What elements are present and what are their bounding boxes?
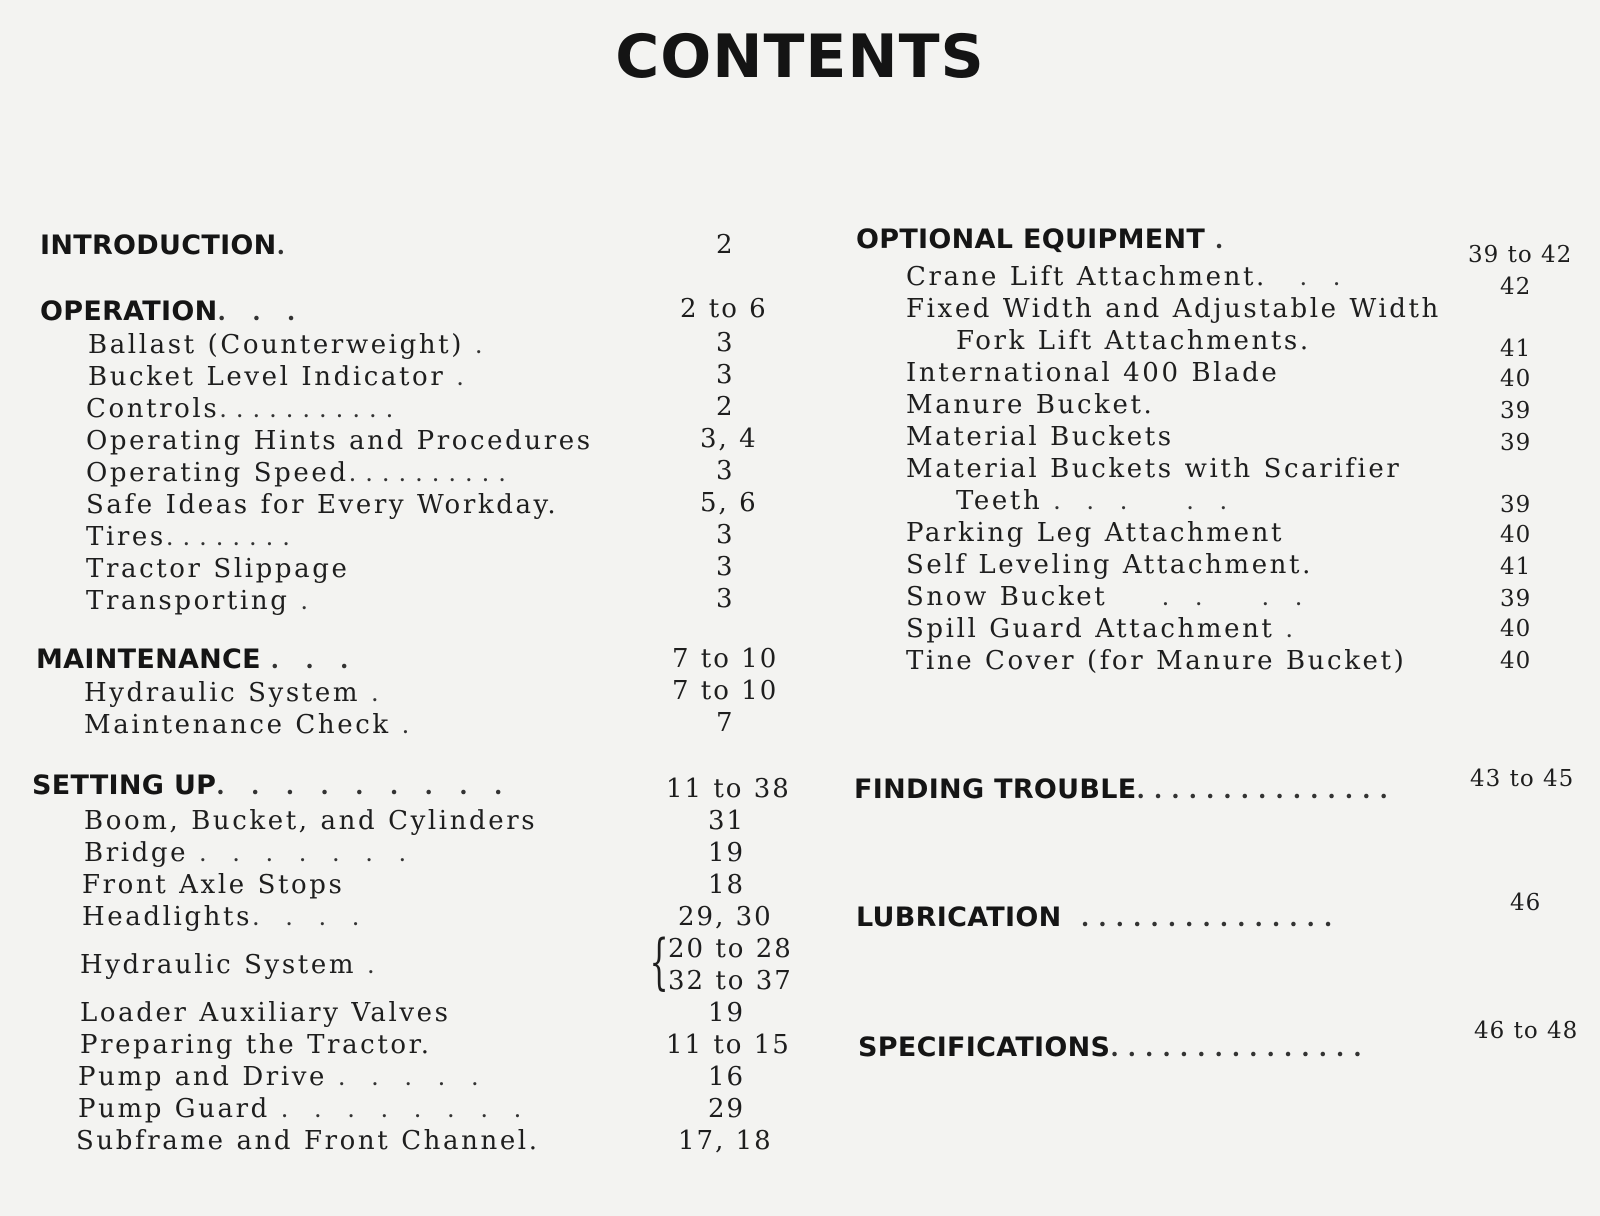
- leader-dots: .: [401, 711, 419, 739]
- page-number: 3: [716, 552, 735, 582]
- page-number: 40: [1500, 522, 1532, 548]
- entry-label: Front Axle Stops: [82, 870, 345, 900]
- entry-label: Fixed Width and Adjustable Width: [906, 294, 1441, 324]
- page-number: 3: [716, 584, 735, 614]
- page-number: 17, 18: [678, 1126, 773, 1156]
- page-number: 31: [708, 806, 746, 836]
- section-label: SPECIFICATIONS: [858, 1032, 1111, 1063]
- section-optional-equipment[interactable]: [856, 226, 1232, 253]
- entry-label: Self Leveling Attachment.: [906, 550, 1313, 580]
- leader-dots: . . . . . . . . .: [216, 771, 512, 800]
- leader-dots: . . .: [270, 645, 358, 674]
- entry-manure-bucket[interactable]: [906, 392, 1154, 418]
- page-number: 7: [716, 708, 735, 738]
- entry-material-buckets-scarifier[interactable]: [906, 456, 1401, 482]
- leader-dots: .: [1214, 225, 1233, 254]
- entry-self-leveling[interactable]: [906, 552, 1313, 578]
- entry-label: Headlights: [82, 902, 253, 932]
- leader-dots: . . . .: [252, 903, 369, 931]
- entry-label: Fork Lift Attachments.: [956, 326, 1311, 356]
- section-label: OPERATION: [40, 296, 218, 327]
- page-number: 19: [708, 998, 746, 1028]
- section-finding-trouble[interactable]: [854, 776, 1397, 803]
- section-label: LUBRICATION: [856, 902, 1062, 933]
- page-number: 42: [1500, 274, 1532, 300]
- page-number: 40: [1500, 616, 1532, 642]
- entry-label: Material Buckets with Scarifier: [906, 454, 1402, 484]
- leader-dots: . . . . .: [1053, 487, 1237, 515]
- leader-dots: .: [456, 363, 473, 391]
- entry-label: Boom, Bucket, and Cylinders: [84, 806, 538, 836]
- page-number: 3, 4: [700, 424, 758, 454]
- entry-label: Subframe and Front Channel.: [76, 1126, 540, 1156]
- leader-dots: .: [300, 587, 317, 615]
- leader-dots: . . . .: [1161, 583, 1312, 611]
- leader-dots: .: [276, 231, 294, 260]
- leader-dots: ...............: [1110, 1033, 1371, 1062]
- entry-label: Preparing the Tractor.: [80, 1030, 432, 1060]
- page-number: 39: [1500, 430, 1532, 456]
- leader-dots: .: [1285, 615, 1302, 643]
- entry-label: Bucket Level Indicator: [88, 362, 446, 392]
- entry-fixed-width-cont: [956, 328, 1311, 354]
- page-number: 41: [1500, 336, 1532, 362]
- page-number: 18: [708, 870, 746, 900]
- page-number: 39 to 42: [1468, 242, 1573, 268]
- leader-dots: ..........: [348, 459, 515, 487]
- page-number: 2: [716, 230, 735, 260]
- entry-label: Maintenance Check: [84, 710, 391, 740]
- page-number: 2 to 6: [680, 294, 768, 324]
- page-number: 46 to 48: [1474, 1018, 1579, 1044]
- section-label: INTRODUCTION: [40, 230, 277, 261]
- entry-snow-bucket[interactable]: [906, 584, 1311, 610]
- page-number: 40: [1500, 648, 1532, 674]
- entry-label: International 400 Blade: [906, 358, 1280, 388]
- page-title: CONTENTS: [615, 22, 985, 92]
- entry-label: Transporting: [86, 586, 290, 616]
- page-number: 39: [1500, 586, 1532, 612]
- entry-scarifier-cont: [956, 488, 1236, 514]
- entry-label: Teeth: [956, 486, 1043, 516]
- leader-dots: . . . . . . . .: [280, 1095, 531, 1123]
- entry-label: Hydraulic System: [80, 950, 357, 980]
- leader-dots: .: [474, 331, 492, 359]
- section-specifications[interactable]: [858, 1034, 1371, 1061]
- page-number: 3: [716, 520, 735, 550]
- section-label: MAINTENANCE: [36, 644, 261, 675]
- page-number: 11 to 38: [666, 774, 791, 804]
- section-label: FINDING TROUBLE: [854, 774, 1137, 805]
- entry-label: Snow Bucket: [906, 582, 1108, 612]
- page-number: 7 to 10: [672, 676, 779, 706]
- entry-label: Spill Guard Attachment: [906, 614, 1275, 644]
- leader-dots: . .: [1299, 263, 1350, 291]
- entry-label: Bridge: [84, 838, 189, 868]
- page-number: 7 to 10: [672, 644, 779, 674]
- page-number: 43 to 45: [1470, 766, 1575, 792]
- page-number: 2: [716, 392, 735, 422]
- entry-international-400-blade[interactable]: [906, 360, 1279, 386]
- entry-label: Tine Cover (for Manure Bucket): [906, 646, 1407, 676]
- entry-material-buckets[interactable]: [906, 424, 1174, 450]
- entry-label: Pump Guard: [78, 1094, 270, 1124]
- entry-tine-cover[interactable]: [906, 648, 1406, 674]
- entry-fixed-width[interactable]: [906, 296, 1441, 322]
- entry-label: Crane Lift Attachment.: [906, 262, 1267, 292]
- page-number: 39: [1500, 492, 1532, 518]
- leader-dots: ........: [165, 523, 299, 551]
- page-number: 29, 30: [678, 902, 773, 932]
- leader-dots: . . . . .: [337, 1063, 488, 1091]
- entry-label: Controls: [86, 394, 220, 424]
- entry-label: Manure Bucket.: [906, 390, 1155, 420]
- entry-label: Material Buckets: [906, 422, 1174, 452]
- page-number: 46: [1510, 890, 1542, 916]
- page-number: 3: [716, 456, 735, 486]
- page-number: 11 to 15: [666, 1030, 791, 1060]
- entry-label: Tractor Slippage: [86, 554, 350, 584]
- leader-dots: ...............: [1080, 903, 1342, 932]
- leader-dots: ...............: [1136, 775, 1397, 804]
- entry-spill-guard[interactable]: [906, 616, 1302, 642]
- entry-label: Ballast (Counterweight): [88, 330, 464, 360]
- page-number: 3: [716, 328, 735, 358]
- page-number: 3: [716, 360, 735, 390]
- page-number: 5, 6: [700, 488, 758, 518]
- entry-label: Tires: [86, 522, 166, 552]
- entry-crane-lift[interactable]: [906, 264, 1349, 290]
- section-label: OPTIONAL EQUIPMENT: [856, 224, 1206, 255]
- page-number: 20 to 28: [668, 934, 793, 964]
- leader-dots: . . .: [217, 297, 305, 326]
- section-lubrication[interactable]: [856, 904, 1341, 931]
- page-number: 41: [1500, 554, 1532, 580]
- entry-label: Operating Hints and Procedures: [86, 426, 593, 456]
- page-number: 39: [1500, 398, 1532, 424]
- leader-dots: .: [370, 679, 388, 707]
- leader-dots: ...........: [219, 395, 403, 423]
- section-label: SETTING UP: [32, 770, 217, 801]
- entry-label: Hydraulic System: [84, 678, 361, 708]
- leader-dots: . . . . . . .: [199, 839, 416, 867]
- brace-glyph: {: [649, 927, 669, 997]
- page-number: 29: [708, 1094, 746, 1124]
- entry-parking-leg[interactable]: [906, 520, 1284, 546]
- page-number: 40: [1500, 366, 1532, 392]
- entry-label: Parking Leg Attachment: [906, 518, 1284, 548]
- page-number: 16: [708, 1062, 746, 1092]
- leader-dots: .: [366, 951, 384, 979]
- entry-label: Operating Speed: [86, 458, 349, 488]
- page-number: 19: [708, 838, 746, 868]
- entry-label: Loader Auxiliary Valves: [80, 998, 451, 1028]
- entry-label: Safe Ideas for Every Workday.: [86, 490, 559, 520]
- page-number: 32 to 37: [668, 966, 793, 996]
- entry-label: Pump and Drive: [78, 1062, 328, 1092]
